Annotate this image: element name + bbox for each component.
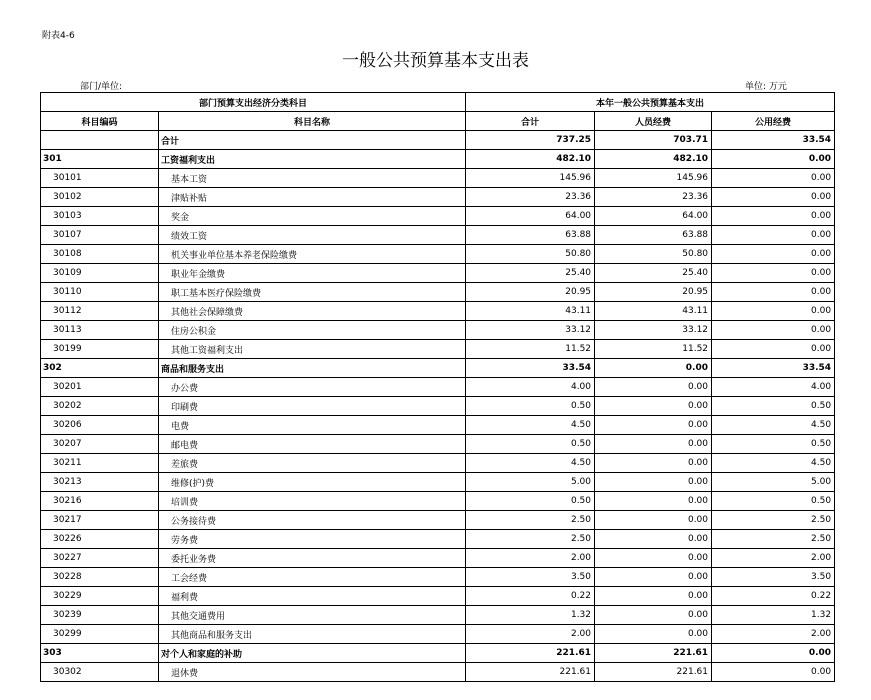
total-cell: 33.12 <box>466 321 595 340</box>
code-cell: 30103 <box>41 207 159 226</box>
personnel-cell: 145.96 <box>595 169 712 188</box>
public-cell: 0.00 <box>712 644 835 663</box>
personnel-cell: 0.00 <box>595 473 712 492</box>
code-cell: 302 <box>41 359 159 378</box>
public-cell: 33.54 <box>712 131 835 150</box>
public-cell: 0.00 <box>712 207 835 226</box>
budget-table <box>40 92 835 682</box>
code-cell: 30109 <box>41 264 159 283</box>
table-row <box>41 587 835 606</box>
code-cell: 30216 <box>41 492 159 511</box>
public-cell: 1.32 <box>712 606 835 625</box>
table-group-header-row <box>41 93 835 112</box>
personnel-cell: 221.61 <box>595 644 712 663</box>
table-row <box>41 549 835 568</box>
public-cell: 0.50 <box>712 397 835 416</box>
total-cell: 50.80 <box>466 245 595 264</box>
dept-label: 部门/单位: <box>80 82 123 92</box>
total-cell: 23.36 <box>466 188 595 207</box>
code-cell: 303 <box>41 644 159 663</box>
total-cell: 2.00 <box>466 625 595 644</box>
public-cell: 4.50 <box>712 416 835 435</box>
name-cell: 其他工资福利支出 <box>159 340 466 359</box>
code-cell: 30107 <box>41 226 159 245</box>
table-row <box>41 530 835 549</box>
name-cell: 对个人和家庭的补助 <box>159 644 466 663</box>
public-cell: 0.00 <box>712 321 835 340</box>
table-row <box>41 245 835 264</box>
name-cell: 商品和服务支出 <box>159 359 466 378</box>
public-cell: 0.00 <box>712 226 835 245</box>
personnel-cell: 0.00 <box>595 359 712 378</box>
public-cell: 0.00 <box>712 340 835 359</box>
public-cell: 0.00 <box>712 663 835 682</box>
total-cell: 737.25 <box>466 131 595 150</box>
table-row <box>41 397 835 416</box>
personnel-cell: 703.71 <box>595 131 712 150</box>
personnel-cell: 64.00 <box>595 207 712 226</box>
code-cell: 30217 <box>41 511 159 530</box>
public-cell: 4.00 <box>712 378 835 397</box>
code-cell: 30228 <box>41 568 159 587</box>
public-cell: 0.00 <box>712 188 835 207</box>
total-cell: 4.50 <box>466 454 595 473</box>
public-cell: 0.22 <box>712 587 835 606</box>
page-title: 一般公共预算基本支出表 <box>342 51 529 71</box>
total-cell: 482.10 <box>466 150 595 169</box>
public-cell: 0.00 <box>712 283 835 302</box>
total-cell: 25.40 <box>466 264 595 283</box>
table-row <box>41 283 835 302</box>
public-cell: 4.50 <box>712 454 835 473</box>
total-cell: 0.50 <box>466 435 595 454</box>
public-cell: 5.00 <box>712 473 835 492</box>
personnel-cell: 0.00 <box>595 397 712 416</box>
name-cell: 绩效工资 <box>159 226 466 245</box>
code-cell: 30239 <box>41 606 159 625</box>
public-cell: 0.00 <box>712 302 835 321</box>
personnel-cell: 0.00 <box>595 511 712 530</box>
code-cell: 30113 <box>41 321 159 340</box>
name-cell: 福利费 <box>159 587 466 606</box>
name-cell: 津贴补贴 <box>159 188 466 207</box>
personnel-cell: 0.00 <box>595 625 712 644</box>
total-cell: 4.50 <box>466 416 595 435</box>
public-cell: 0.50 <box>712 492 835 511</box>
table-row <box>41 226 835 245</box>
personnel-cell: 221.61 <box>595 663 712 682</box>
name-cell: 机关事业单位基本养老保险缴费 <box>159 245 466 264</box>
code-cell: 30207 <box>41 435 159 454</box>
table-row <box>41 511 835 530</box>
name-cell: 其他交通费用 <box>159 606 466 625</box>
code-cell: 30227 <box>41 549 159 568</box>
total-cell: 0.22 <box>466 587 595 606</box>
personnel-cell: 0.00 <box>595 606 712 625</box>
personnel-cell: 0.00 <box>595 587 712 606</box>
name-cell: 差旅费 <box>159 454 466 473</box>
code-cell: 30101 <box>41 169 159 188</box>
group-header-classification: 部门预算支出经济分类科目 <box>41 93 466 112</box>
name-cell: 维修(护)费 <box>159 473 466 492</box>
personnel-cell: 0.00 <box>595 568 712 587</box>
table-row <box>41 606 835 625</box>
table-row <box>41 131 835 150</box>
group-header-basic-expenditure: 本年一般公共预算基本支出 <box>466 93 835 112</box>
personnel-cell: 33.12 <box>595 321 712 340</box>
name-cell: 奖金 <box>159 207 466 226</box>
public-cell: 2.00 <box>712 625 835 644</box>
public-cell: 2.00 <box>712 549 835 568</box>
name-cell: 委托业务费 <box>159 549 466 568</box>
table-row <box>41 663 835 682</box>
public-cell: 0.00 <box>712 150 835 169</box>
table-row <box>41 568 835 587</box>
table-row <box>41 188 835 207</box>
table-row <box>41 625 835 644</box>
table-row <box>41 454 835 473</box>
table-row <box>41 644 835 663</box>
column-header-name: 科目名称 <box>159 112 466 131</box>
total-cell: 3.50 <box>466 568 595 587</box>
personnel-cell: 0.00 <box>595 492 712 511</box>
personnel-cell: 0.00 <box>595 530 712 549</box>
personnel-cell: 0.00 <box>595 549 712 568</box>
table-row <box>41 359 835 378</box>
personnel-cell: 25.40 <box>595 264 712 283</box>
personnel-cell: 0.00 <box>595 416 712 435</box>
name-cell: 培训费 <box>159 492 466 511</box>
appendix-note: 附表4-6 <box>42 31 75 41</box>
table-row <box>41 150 835 169</box>
personnel-cell: 0.00 <box>595 454 712 473</box>
table-row <box>41 321 835 340</box>
name-cell: 邮电费 <box>159 435 466 454</box>
table-body <box>41 131 835 682</box>
table-row <box>41 207 835 226</box>
personnel-cell: 20.95 <box>595 283 712 302</box>
personnel-cell: 50.80 <box>595 245 712 264</box>
table-row <box>41 435 835 454</box>
name-cell: 工资福利支出 <box>159 150 466 169</box>
table-row <box>41 169 835 188</box>
code-cell: 30199 <box>41 340 159 359</box>
personnel-cell: 63.88 <box>595 226 712 245</box>
total-cell: 64.00 <box>466 207 595 226</box>
total-cell: 43.11 <box>466 302 595 321</box>
total-cell: 63.88 <box>466 226 595 245</box>
code-cell: 30201 <box>41 378 159 397</box>
code-cell: 301 <box>41 150 159 169</box>
public-cell: 33.54 <box>712 359 835 378</box>
code-cell: 30299 <box>41 625 159 644</box>
total-cell: 2.50 <box>466 530 595 549</box>
name-cell: 电费 <box>159 416 466 435</box>
column-header-personnel: 人员经费 <box>595 112 712 131</box>
code-cell: 30211 <box>41 454 159 473</box>
total-cell: 0.50 <box>466 397 595 416</box>
code-cell: 30229 <box>41 587 159 606</box>
personnel-cell: 43.11 <box>595 302 712 321</box>
name-cell: 基本工资 <box>159 169 466 188</box>
name-cell: 职业年金缴费 <box>159 264 466 283</box>
name-cell: 印刷费 <box>159 397 466 416</box>
table-row <box>41 340 835 359</box>
name-cell: 劳务费 <box>159 530 466 549</box>
personnel-cell: 0.00 <box>595 435 712 454</box>
code-cell: 30108 <box>41 245 159 264</box>
name-cell: 公务接待费 <box>159 511 466 530</box>
public-cell: 2.50 <box>712 530 835 549</box>
code-cell: 30213 <box>41 473 159 492</box>
public-cell: 0.00 <box>712 169 835 188</box>
name-cell: 退休费 <box>159 663 466 682</box>
code-cell: 30226 <box>41 530 159 549</box>
total-cell: 145.96 <box>466 169 595 188</box>
name-cell: 其他社会保障缴费 <box>159 302 466 321</box>
table-row <box>41 302 835 321</box>
unit-label: 单位: 万元 <box>745 82 787 92</box>
table-column-header-row <box>41 112 835 131</box>
total-cell: 2.00 <box>466 549 595 568</box>
table-row <box>41 378 835 397</box>
code-cell: 30206 <box>41 416 159 435</box>
total-cell: 221.61 <box>466 663 595 682</box>
name-cell: 职工基本医疗保险缴费 <box>159 283 466 302</box>
public-cell: 0.00 <box>712 245 835 264</box>
total-cell: 5.00 <box>466 473 595 492</box>
code-cell: 30302 <box>41 663 159 682</box>
code-cell: 30102 <box>41 188 159 207</box>
personnel-cell: 11.52 <box>595 340 712 359</box>
name-cell: 合计 <box>159 131 466 150</box>
total-cell: 1.32 <box>466 606 595 625</box>
total-cell: 4.00 <box>466 378 595 397</box>
table-row <box>41 264 835 283</box>
column-header-total: 合计 <box>466 112 595 131</box>
total-cell: 33.54 <box>466 359 595 378</box>
name-cell: 住房公积金 <box>159 321 466 340</box>
public-cell: 0.00 <box>712 264 835 283</box>
code-cell: 30112 <box>41 302 159 321</box>
public-cell: 2.50 <box>712 511 835 530</box>
code-cell <box>41 131 159 150</box>
public-cell: 3.50 <box>712 568 835 587</box>
column-header-public: 公用经费 <box>712 112 835 131</box>
total-cell: 20.95 <box>466 283 595 302</box>
personnel-cell: 23.36 <box>595 188 712 207</box>
name-cell: 工会经费 <box>159 568 466 587</box>
table-row <box>41 416 835 435</box>
total-cell: 11.52 <box>466 340 595 359</box>
code-cell: 30202 <box>41 397 159 416</box>
column-header-code: 科目编码 <box>41 112 159 131</box>
name-cell: 办公费 <box>159 378 466 397</box>
personnel-cell: 0.00 <box>595 378 712 397</box>
total-cell: 221.61 <box>466 644 595 663</box>
public-cell: 0.50 <box>712 435 835 454</box>
table-row <box>41 492 835 511</box>
total-cell: 2.50 <box>466 511 595 530</box>
name-cell: 其他商品和服务支出 <box>159 625 466 644</box>
code-cell: 30110 <box>41 283 159 302</box>
table-row <box>41 473 835 492</box>
total-cell: 0.50 <box>466 492 595 511</box>
personnel-cell: 482.10 <box>595 150 712 169</box>
